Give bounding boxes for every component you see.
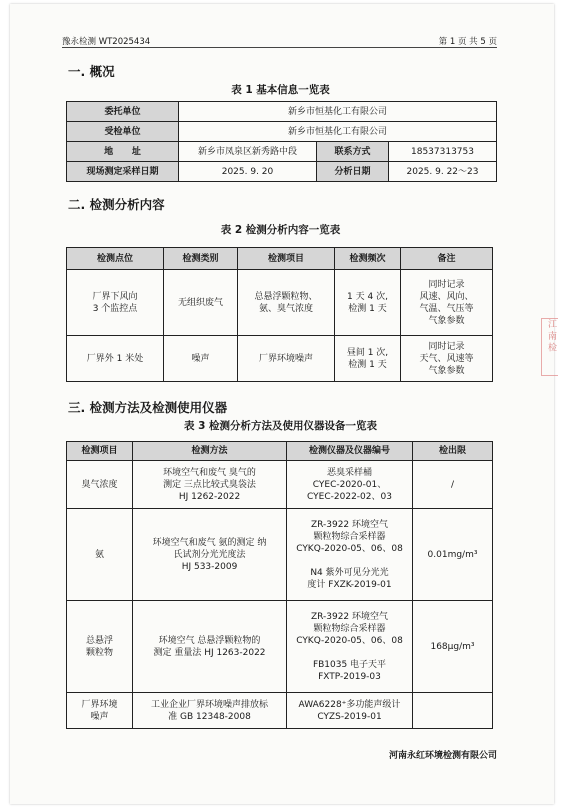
table-row bbox=[67, 601, 493, 693]
t2-cell: 噪声 bbox=[164, 336, 238, 382]
inspected-label: 受检单位 bbox=[67, 122, 179, 142]
t2-cell: 1 天 4 次, 检测 1 天 bbox=[335, 270, 401, 336]
company-footer: 河南永红环境检测有限公司 bbox=[388, 751, 497, 761]
table-3-caption: 表 3 检测分析方法及使用仪器设备一览表 bbox=[183, 420, 378, 432]
seal-stamp: 江 南 检 bbox=[541, 318, 558, 376]
t3-header: 检测方法 bbox=[133, 442, 287, 461]
t3-item: 臭气浓度 bbox=[67, 461, 133, 509]
t3-item: 总悬浮 颗粒物 bbox=[67, 601, 133, 693]
report-number: 豫永检测 WT2025434 bbox=[62, 37, 151, 47]
section-1-title: 一. 概况 bbox=[68, 64, 115, 79]
contact-value: 18537313753 bbox=[389, 142, 497, 162]
t2-header: 检测类别 bbox=[164, 248, 238, 270]
address-value: 新乡市凤泉区新秀路中段 bbox=[179, 142, 317, 162]
t3-method: 环境空气 总悬浮颗粒物的 测定 重量法 HJ 1263-2022 bbox=[133, 601, 287, 693]
table-row bbox=[67, 336, 493, 382]
table-row bbox=[67, 693, 493, 729]
t2-header: 检测频次 bbox=[335, 248, 401, 270]
t3-limit: / bbox=[413, 461, 493, 509]
t2-cell: 同时记录 风速、风向、 气温、气压等 气象参数 bbox=[401, 270, 493, 336]
client-value: 新乡市恒基化工有限公司 bbox=[179, 102, 497, 122]
analysis-date-value: 2025. 9. 22～23 bbox=[389, 162, 497, 182]
t2-cell: 昼间 1 次, 检测 1 天 bbox=[335, 336, 401, 382]
t2-cell: 厂界下风向 3 个监控点 bbox=[67, 270, 164, 336]
t3-item: 厂界环境 噪声 bbox=[67, 693, 133, 729]
t2-cell: 总悬浮颗粒物、 氨、臭气浓度 bbox=[238, 270, 335, 336]
t2-header: 备注 bbox=[401, 248, 493, 270]
table-1-caption: 表 1 基本信息一览表 bbox=[231, 84, 330, 96]
section-3-title: 三. 检测方法及检测使用仪器 bbox=[68, 400, 228, 415]
t3-instruments: AWA6228⁺多功能声级计 CYZS-2019-01 bbox=[287, 693, 413, 729]
t3-method: 环境空气和废气 氨的测定 纳 氏试剂分光光度法 HJ 533-2009 bbox=[133, 509, 287, 601]
t2-header: 检测点位 bbox=[67, 248, 164, 270]
t3-method: 工业企业厂界环境噪声排放标 准 GB 12348-2008 bbox=[133, 693, 287, 729]
address-label: 地 址 bbox=[67, 142, 179, 162]
basic-info-table bbox=[66, 101, 497, 182]
t3-instruments: ZR-3922 环境空气 颗粒物综合采样器 CYKQ-2020-05、06、08 FB1035 电子天平 FXTP-2019-03 bbox=[287, 601, 413, 693]
analysis-content-table bbox=[66, 247, 493, 382]
t2-cell: 无组织废气 bbox=[164, 270, 238, 336]
client-label: 委托单位 bbox=[67, 102, 179, 122]
contact-label: 联系方式 bbox=[317, 142, 389, 162]
t3-limit: 0.01mg/m³ bbox=[413, 509, 493, 601]
t2-cell: 厂界环境噪声 bbox=[238, 336, 335, 382]
t2-cell: 同时记录 天气、风速等 气象参数 bbox=[401, 336, 493, 382]
table-row bbox=[67, 270, 493, 336]
t3-header: 检出限 bbox=[413, 442, 493, 461]
t3-limit: 168μg/m³ bbox=[413, 601, 493, 693]
t2-cell: 厂界外 1 米处 bbox=[67, 336, 164, 382]
t3-item: 氨 bbox=[67, 509, 133, 601]
t3-instruments: 恶臭采样桶 CYEC-2020-01、 CYEC-2022-02、03 bbox=[287, 461, 413, 509]
table-2-caption: 表 2 检测分析内容一览表 bbox=[220, 224, 341, 236]
t2-header: 检测项目 bbox=[238, 248, 335, 270]
methods-instruments-table bbox=[66, 441, 493, 729]
page-number: 第 1 页 共 5 页 bbox=[438, 37, 497, 47]
t3-method: 环境空气和废气 臭气的 测定 三点比较式臭袋法 HJ 1262-2022 bbox=[133, 461, 287, 509]
t3-limit bbox=[413, 693, 493, 729]
t3-header: 检测仪器及仪器编号 bbox=[287, 442, 413, 461]
section-2-title: 二. 检测分析内容 bbox=[68, 197, 165, 212]
inspected-value: 新乡市恒基化工有限公司 bbox=[179, 122, 497, 142]
analysis-date-label: 分析日期 bbox=[317, 162, 389, 182]
table-row bbox=[67, 509, 493, 601]
sampling-date-label: 现场测定采样日期 bbox=[67, 162, 179, 182]
page-header bbox=[62, 33, 497, 48]
t3-instruments: ZR-3922 环境空气 颗粒物综合采样器 CYKQ-2020-05、06、08 N4 紫外可见分光光 度计 FXZK-2019-01 bbox=[287, 509, 413, 601]
table-row bbox=[67, 461, 493, 509]
sampling-date-value: 2025. 9. 20 bbox=[179, 162, 317, 182]
t3-header: 检测项目 bbox=[67, 442, 133, 461]
